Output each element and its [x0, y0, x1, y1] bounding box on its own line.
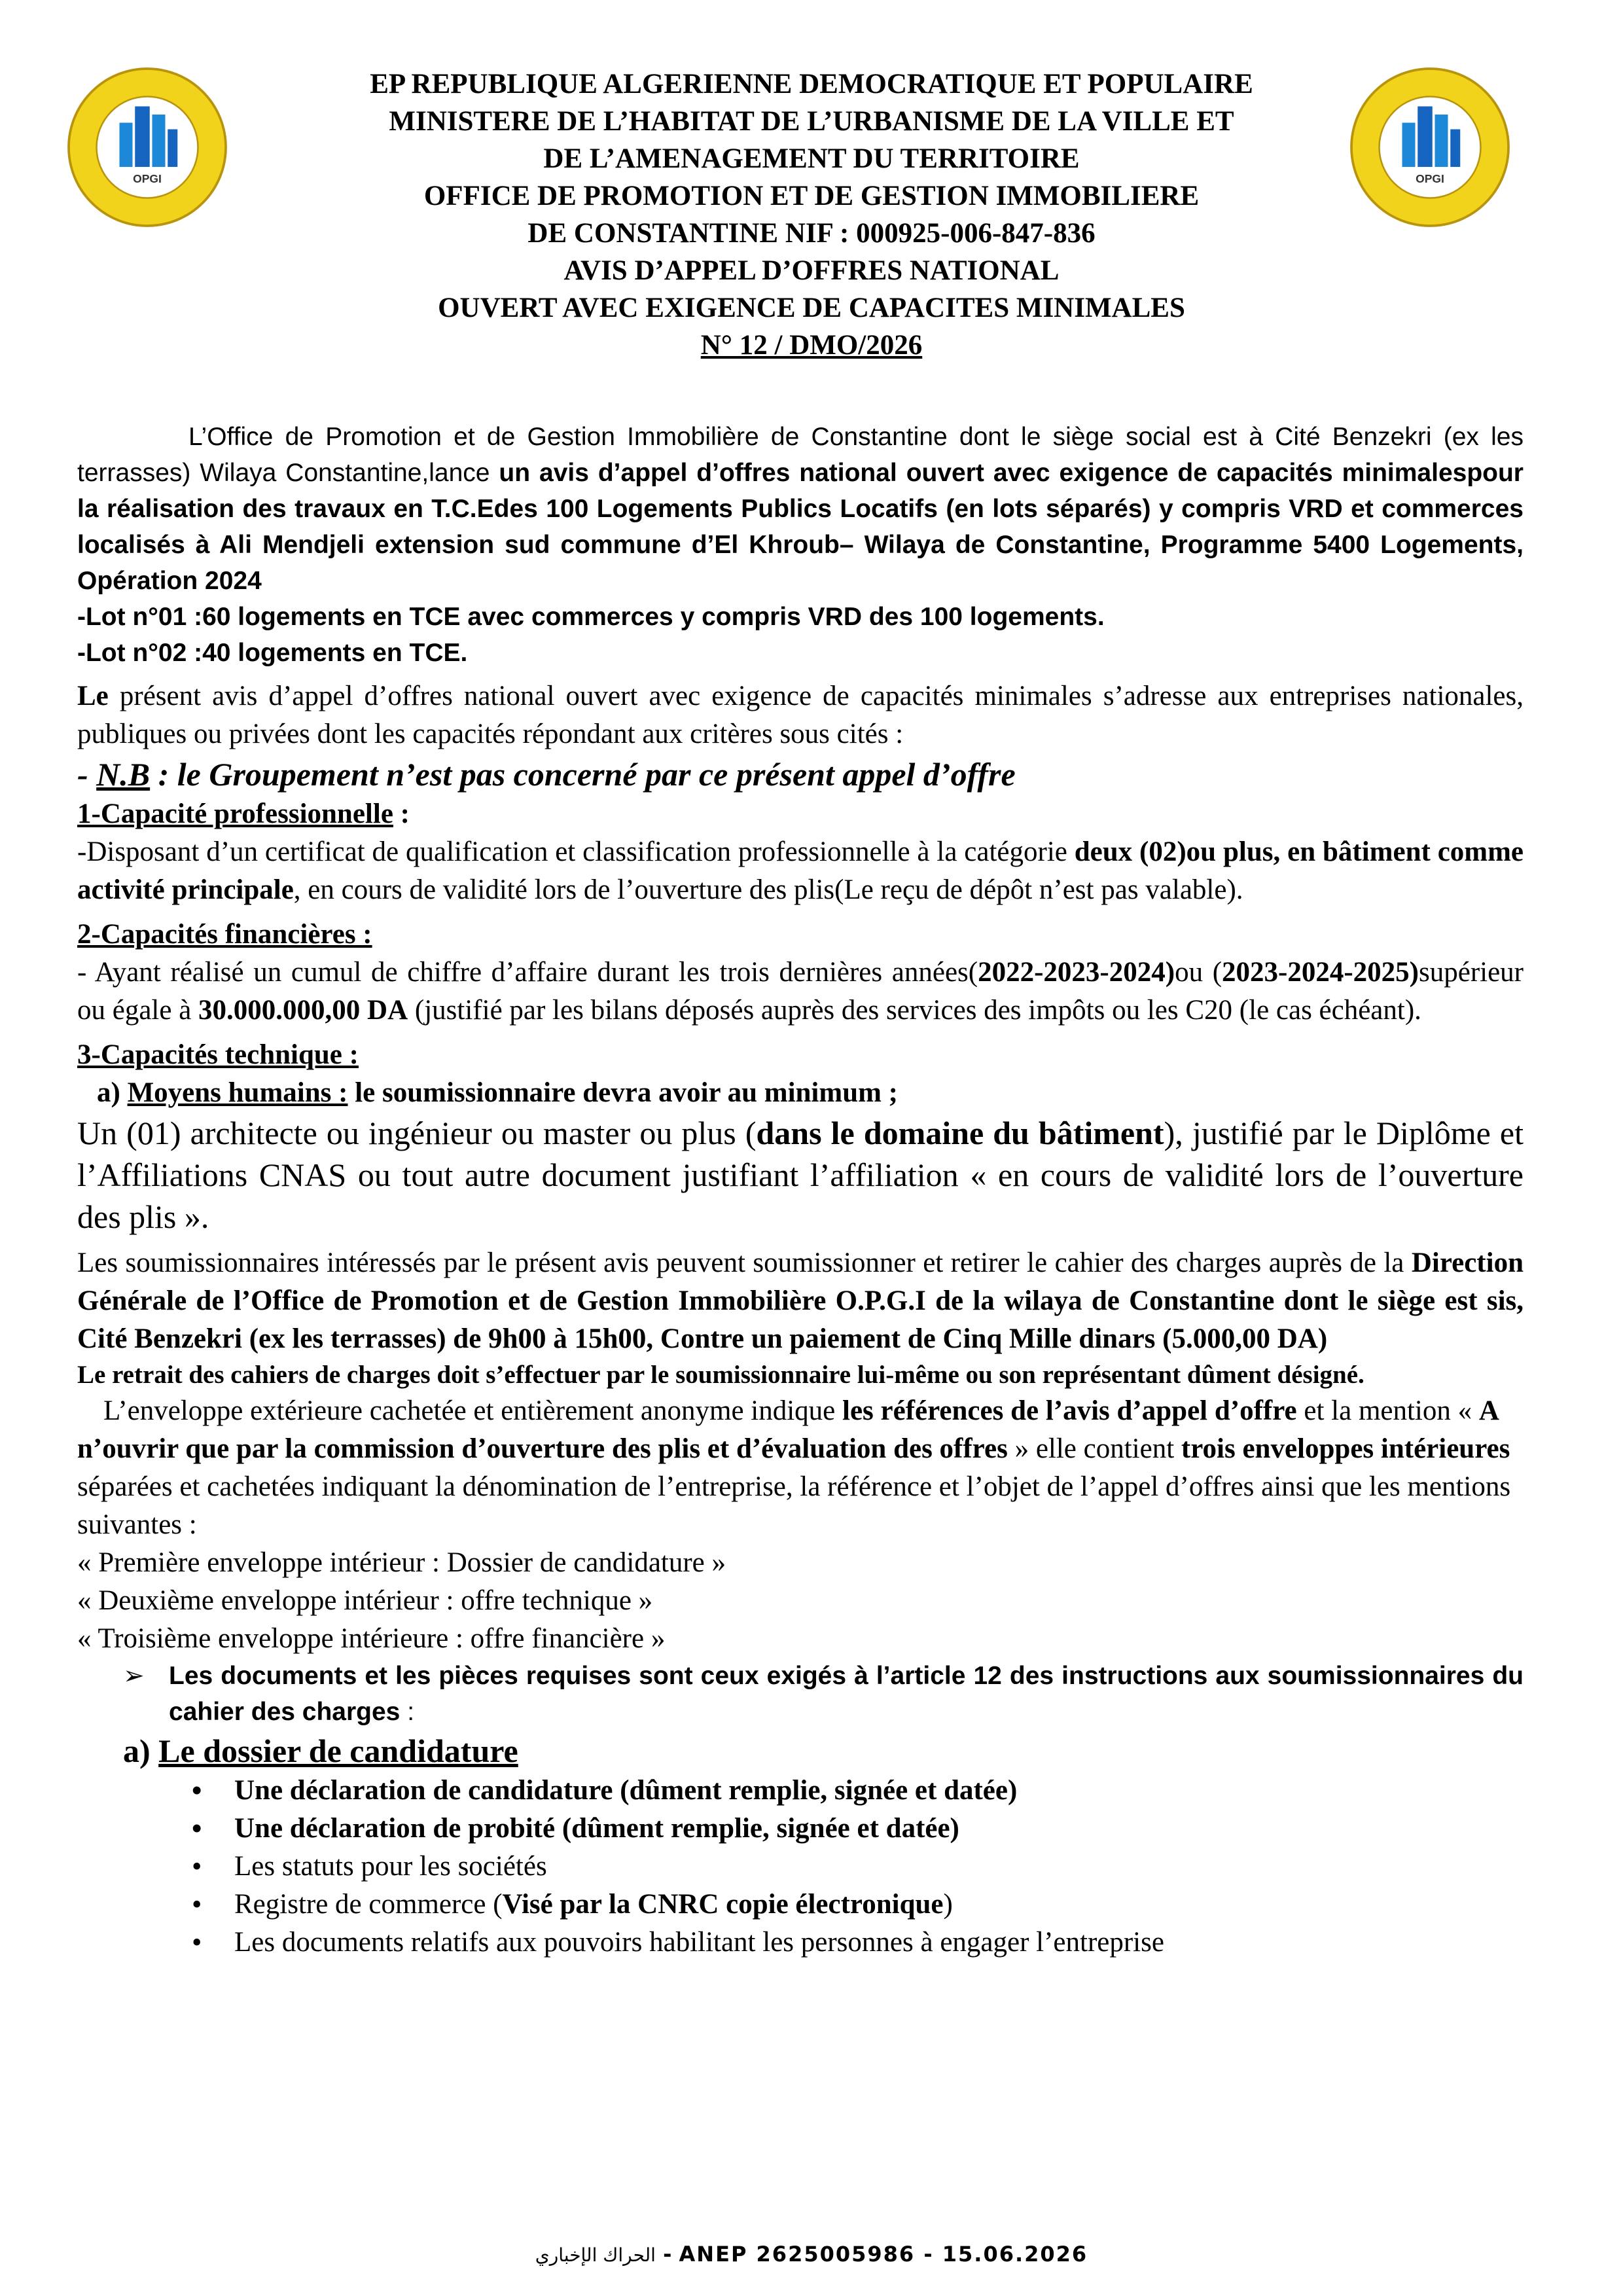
list-item: • Une déclaration de probité (dûment remplie, signée et datée) — [77, 1810, 1524, 1848]
list-item: • Les documents relatifs aux pouvoirs habilitant les personnes à engager l’entreprise — [77, 1924, 1524, 1962]
envelope-bold: les références de l’avis d’appel d’offre — [842, 1395, 1297, 1426]
list-item: • Les statuts pour les sociétés — [77, 1848, 1524, 1886]
logo-text: OPGI — [1416, 171, 1444, 185]
envelope-item: « Première enveloppe intérieur : Dossier de candidature » — [77, 1547, 726, 1578]
sub-label: Moyens humains : — [127, 1077, 348, 1108]
nb-prefix: - — [77, 756, 97, 793]
envelope-text: L’enveloppe extérieure cachetée et entièrement anonyme indique — [103, 1395, 843, 1426]
document-header — [216, 65, 1407, 364]
financial-paragraph — [77, 954, 1524, 1030]
sub-marker: a) — [97, 1077, 128, 1108]
footer-arabic-name: الحراك الإخباري — [535, 2244, 656, 2266]
required-docs-bold: Les documents et les pièces requises sont ceux exigés à l’article 12 des instructions aux soumissionnaires du cahier des charges — [169, 1662, 1524, 1726]
envelope-item: « Troisième enveloppe intérieure : offre financière » — [77, 1623, 666, 1654]
required-docs-tail: : — [400, 1698, 415, 1726]
human-resources-subtitle — [77, 1074, 1524, 1112]
list-item-bold: Visé par la CNRC copie électronique — [502, 1889, 944, 1920]
header-line: OFFICE DE PROMOTION ET DE GESTION IMMOBILIERE — [423, 181, 1200, 211]
envelope-item: « Deuxième enveloppe intérieur : offre technique » — [77, 1585, 653, 1616]
header-line: DE CONSTANTINE NIF : 000925-006-847-836 — [527, 218, 1096, 249]
tech-text: ), justifié par le Diplôme et l’Affiliations CNAS ou tout autre document justifiant l’affiliation « en cours de validité lors de l’ouverture des plis ». — [77, 1115, 1524, 1235]
prof-text: -Disposant d’un certificat de qualification et classification professionnelle à la catégorie — [77, 836, 1075, 867]
nb-text: : le Groupement n’est pas concerné par ce présent appel d’offre — [150, 756, 1016, 793]
technical-paragraph — [77, 1112, 1524, 1238]
footer-code: - ANEP 2625005986 - 15.06.2026 — [655, 2242, 1088, 2267]
fin-text: supérieur ou égale à — [77, 957, 1524, 1026]
envelope-text: séparées et cachetées indiquant la dénomination de l’entreprise, la référence et l’objet de l’appel d’offres ainsi que les mentions suivantes : — [77, 1471, 1511, 1540]
prof-bold: deux (02)ou plus, en bâtiment comme activité principale — [77, 836, 1524, 905]
header-line: OUVERT AVEC EXIGENCE DE CAPACITES MINIMALES — [438, 293, 1185, 323]
intro-text: L’Office de Promotion et de Gestion Immobilière de Constantine dont le siège social est à Cité Benzekri (ex les terrasses) Wilaya Constantine,lance — [77, 423, 1524, 487]
withdrawal-paragraph — [77, 1244, 1524, 1358]
prof-text: , en cours de validité lors de l’ouverture des plis(Le reçu de dépôt n’est pas valable). — [293, 874, 1243, 905]
intro-paragraph — [77, 419, 1524, 599]
sub-label: Le dossier de candidature — [158, 1732, 518, 1769]
publication-footer — [0, 2242, 1623, 2267]
sub-marker: a) — [123, 1732, 159, 1769]
tender-reference: N° 12 / DMO/2026 — [700, 330, 923, 361]
fin-bold: 2023-2024-2025) — [1222, 957, 1419, 988]
header-line: AVIS D’APPEL D’OFFRES NATIONAL — [563, 255, 1060, 286]
candidature-list — [77, 1772, 1524, 1962]
professional-paragraph — [77, 833, 1524, 909]
lot-1: -Lot n°01 :60 logements en TCE avec commerces y compris VRD des 100 logements. — [77, 603, 1105, 631]
list-item-text: ) — [943, 1889, 953, 1920]
intro-bold-text: un avis d’appel d’offres national ouvert avec exigence de capacités minimalespour la réalisation des travaux en T.C.Edes 100 Logements Publics Locatifs (en lots séparés) y compris VRD et commerces localisés à Ali Mendjeli extension sud commune d’El Khroub– Wilaya de Constantine, Programme 5400 Logements, Opération 2024 — [77, 459, 1524, 595]
fin-bold: 2022-2023-2024) — [978, 957, 1175, 988]
header-line: MINISTERE DE L’HABITAT DE L’URBANISME DE LA VILLE ET — [389, 106, 1234, 137]
fin-amount: 30.000.000,00 DA — [198, 995, 408, 1026]
arrow-bullet-icon: ➢ — [123, 1662, 145, 1690]
opgi-logo-left — [65, 65, 229, 229]
header-line: DE L’AMENAGEMENT DU TERRITOIRE — [543, 143, 1080, 174]
header-line: EP REPUBLIQUE ALGERIENNE DEMOCRATIQUE ET POPULAIRE — [370, 69, 1253, 99]
fin-text: - Ayant réalisé un cumul de chiffre d’affaire durant les trois dernières années( — [77, 957, 978, 988]
section-technical-title: 3-Capacités technique : — [77, 1039, 359, 1070]
section-professional-title — [77, 795, 1524, 833]
scope-paragraph — [77, 677, 1524, 753]
tech-text: Un (01) architecte ou ingénieur ou master ou plus ( — [77, 1115, 757, 1151]
sub-text: le soumissionnaire devra avoir au minimum ; — [348, 1077, 899, 1108]
required-documents-item — [77, 1658, 1524, 1730]
nb-note — [77, 753, 1524, 795]
list-item-text: Registre de commerce ( — [234, 1889, 503, 1920]
scope-text: présent avis d’appel d’offres national ouvert avec exigence de capacités minimales s’adresse aux entreprises nationales, publiques ou privées dont les capacités répondant aux critères sous cités : — [77, 681, 1524, 749]
list-item: • Une déclaration de candidature (dûment remplie, signée et datée) — [77, 1772, 1524, 1810]
envelope-bold: trois enveloppes intérieures — [1181, 1433, 1510, 1464]
envelope-text: » elle contient — [1007, 1433, 1181, 1464]
envelope-bold: A n’ouvrir que par la commission d’ouverture des plis et d’évaluation des offres — [77, 1395, 1498, 1464]
logo-text: OPGI — [133, 171, 162, 185]
fin-text: (justifié par les bilans déposés auprès des services des impôts ou les C20 (le cas échéant). — [408, 995, 1421, 1026]
prof-title: 1-Capacité professionnelle — [77, 798, 393, 829]
withdrawal-text: Les soumissionnaires intéressés par le présent avis peuvent soumissionner et retirer le cahier des charges auprès de la — [77, 1247, 1412, 1278]
list-item — [77, 1886, 1524, 1924]
envelope-paragraph — [77, 1392, 1524, 1544]
document-body — [77, 419, 1524, 1962]
prof-title-suffix: : — [393, 798, 410, 829]
lot-2: -Lot n°02 :40 logements en TCE. — [77, 639, 468, 667]
candidature-subtitle — [77, 1730, 1524, 1772]
nb-label: N.B — [96, 756, 151, 793]
tech-bold: dans le domaine du bâtiment — [756, 1115, 1164, 1151]
scope-first-word: Le — [77, 681, 109, 711]
section-financial-title: 2-Capacités financières : — [77, 919, 372, 950]
envelope-text: et la mention « — [1296, 1395, 1479, 1426]
fin-text: ou ( — [1175, 957, 1222, 988]
withdrawal-note: Le retrait des cahiers de charges doit s’effectuer par le soumissionnaire lui-même ou son représentant dûment désigné. — [77, 1361, 1364, 1389]
withdrawal-bold: Direction Générale de l’Office de Promotion et de Gestion Immobilière O.P.G.I de la wilaya de Constantine dont le siège est sis, Cité Benzekri (ex les terrasses) de 9h00 à 15h00, Contre un paiement de Cinq Mille dinars (5.000,00 DA) — [77, 1247, 1524, 1354]
